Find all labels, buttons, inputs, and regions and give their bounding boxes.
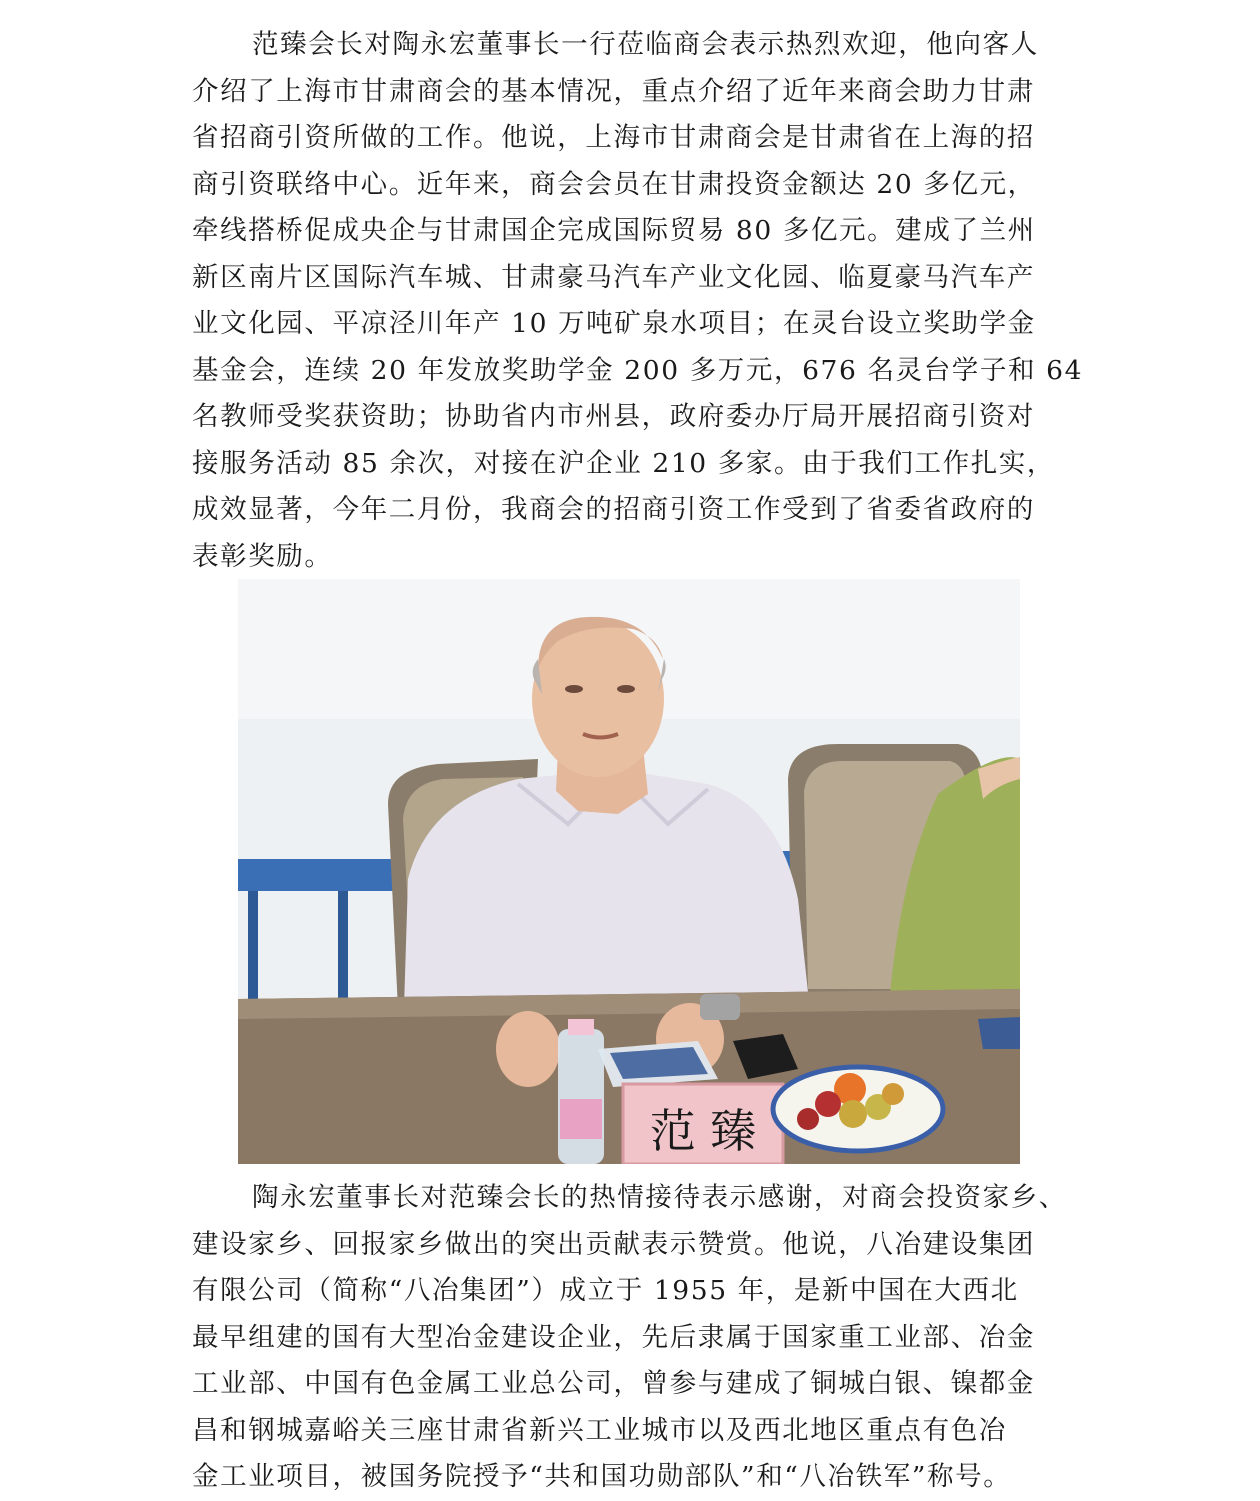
text-line: 新区南片区国际汽车城、甘肃豪马汽车产业文化园、临夏豪马汽车产 [192,261,1035,293]
text-line: 工业部、中国有色金属工业总公司，曾参与建成了铜城白银、镍都金 [192,1368,1035,1399]
article-paragraph-2 [192,1175,1072,1501]
nameplate-text: 范 臻 [649,1104,757,1158]
text-line: 昌和钢城嘉峪关三座甘肃省新兴工业城市以及西北地区重点有色冶 [192,1414,1007,1446]
text-line: 商引资联络中心。近年来，商会会员在甘肃投资金额达 20 多亿元， [192,168,1036,200]
text-line: 业文化园、平凉泾川年产 10 万吨矿泉水项目；在灵台设立奖助学金 [192,308,1036,339]
text-line: 有限公司（简称“八冶集团”）成立于 1955 年，是新中国在大西北 [192,1275,1019,1306]
text-line: 金工业项目，被国务院授予“共和国功勋部队”和“八冶铁军”称号。 [192,1461,1012,1492]
text-line: 范臻会长对陶永宏董事长一行莅临商会表示热烈欢迎，他向客人 [252,29,1039,60]
text-line: 省招商引资所做的工作。他说，上海市甘肃商会是甘肃省在上海的招 [192,122,1035,153]
text-line: 接服务活动 85 余次，对接在沪企业 210 多家。由于我们工作扎实， [192,447,1055,479]
article-paragraph-1 [192,22,1084,580]
text-line: 建设家乡、回报家乡做出的突出贡献表示赞赏。他说，八冶建设集团 [192,1228,1035,1260]
meeting-photo [238,579,1020,1164]
text-line: 名教师受奖获资助；协助省内市州县，政府委办厅局开展招商引资对 [192,401,1035,432]
text-line: 介绍了上海市甘肃商会的基本情况，重点介绍了近年来商会助力甘肃 [192,75,1035,107]
text-line: 基金会，连续 20 年发放奖助学金 200 多万元，676 名灵台学子和 64 [192,354,1084,386]
text-line: 牵线搭桥促成央企与甘肃国企完成国际贸易 80 多亿元。建成了兰州 [192,215,1036,246]
text-line: 成效显著，今年二月份，我商会的招商引资工作受到了省委省政府的 [192,494,1035,525]
text-line: 最早组建的国有大型冶金建设企业，先后隶属于国家重工业部、冶金 [192,1321,1035,1353]
text-line: 陶永宏董事长对范臻会长的热情接待表示感谢，对商会投资家乡、 [252,1182,1067,1213]
text-line: 表彰奖励。 [192,540,333,572]
